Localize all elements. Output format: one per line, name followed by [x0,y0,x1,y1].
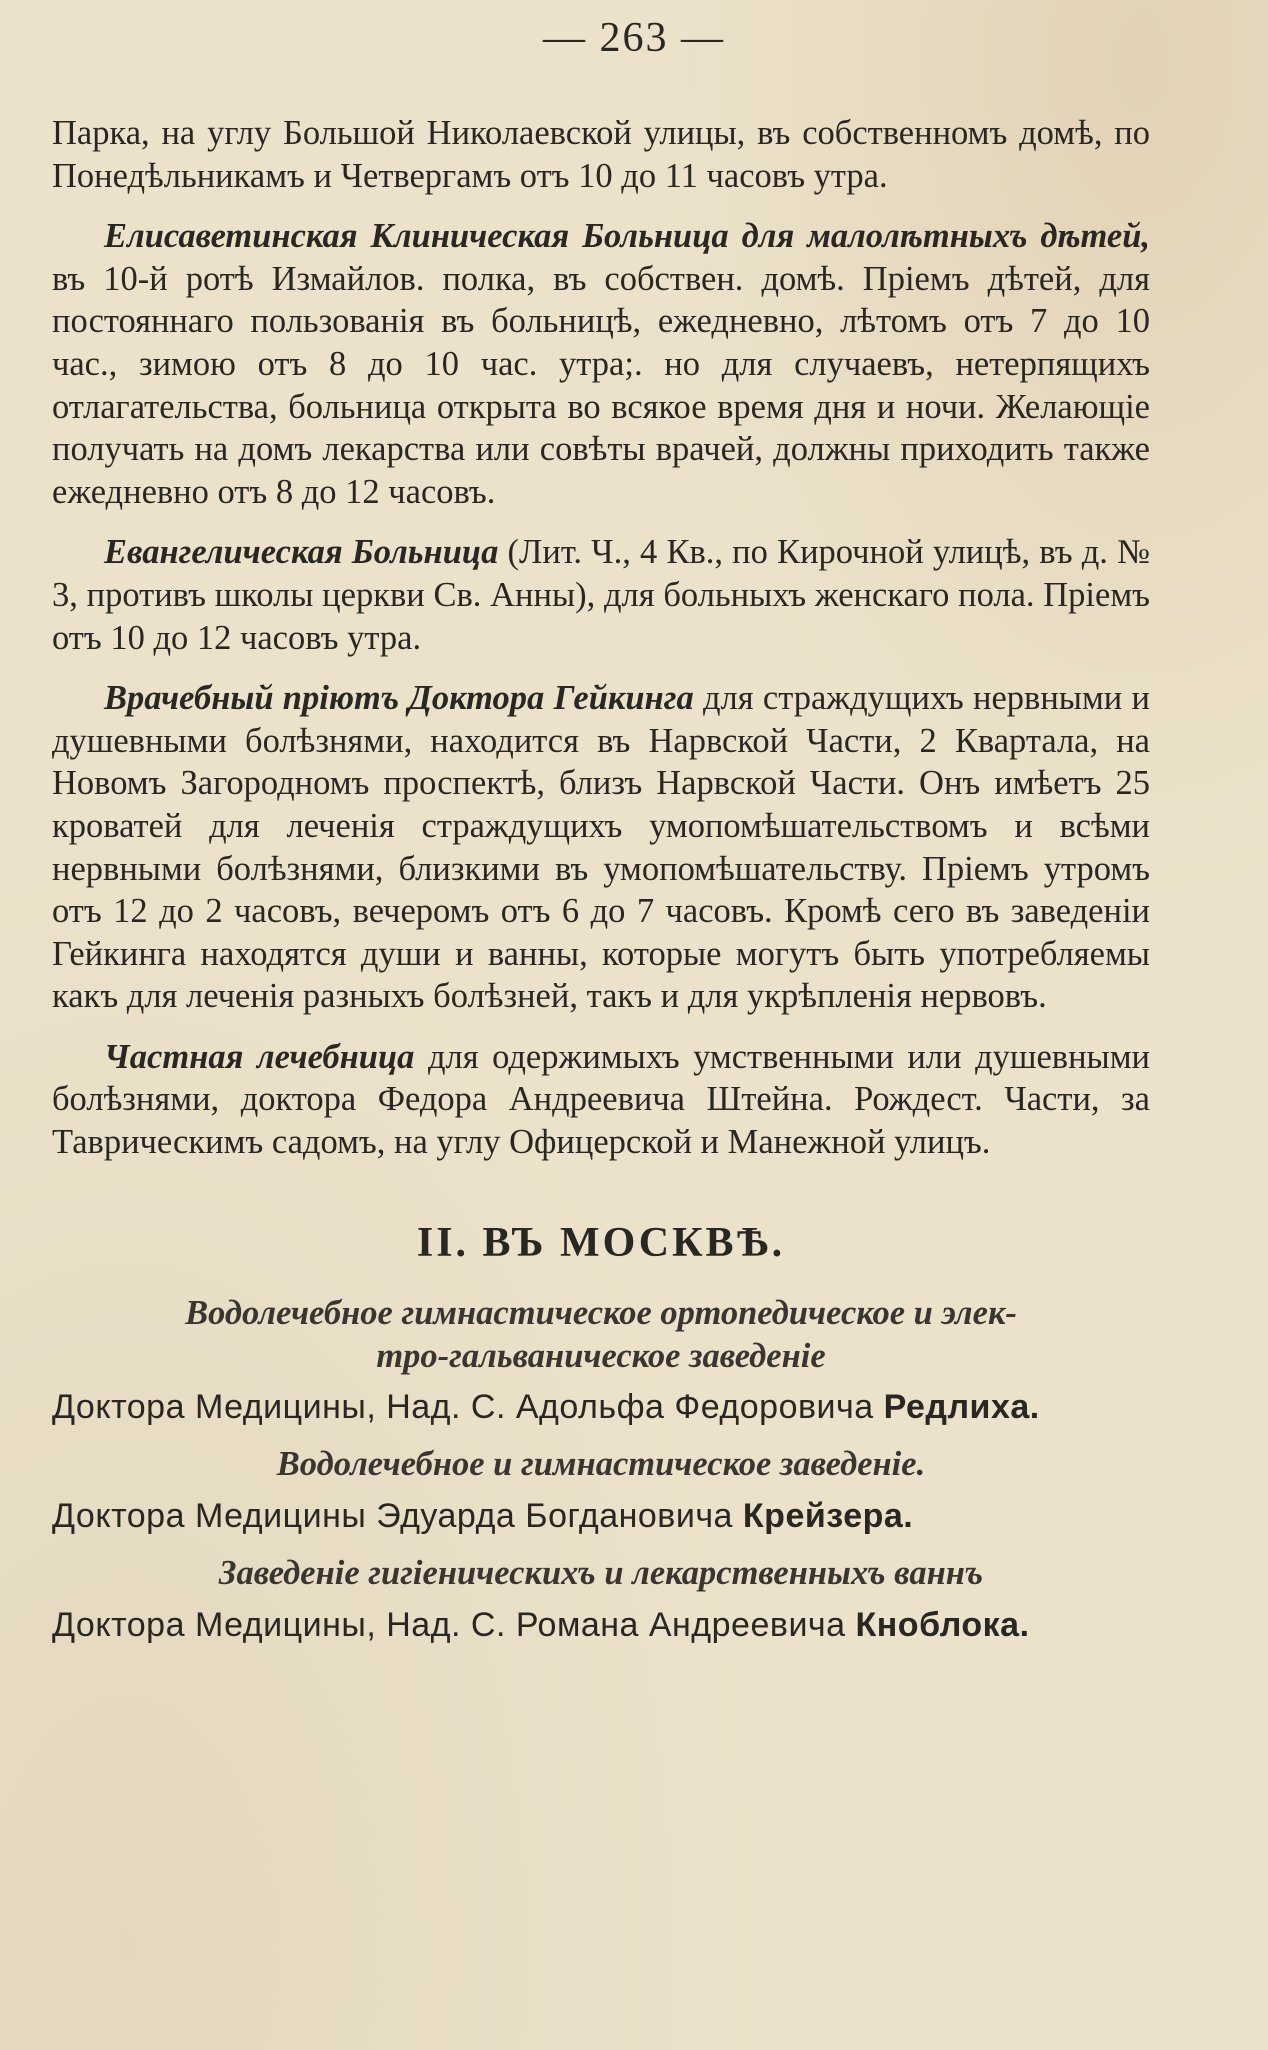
paragraph-geiking [52,677,1150,1018]
doctor-prefix: Доктора Медицины Эдуарда Богдановича [52,1497,743,1536]
moscow-heading-2 [52,1443,1150,1486]
paragraph-title: Врачебный пріютъ Доктора Гейкинга [104,679,694,718]
moscow-doctor-2 [52,1494,1150,1538]
paragraph-text: для одержимыхъ умственными или душевными болѣзнями, доктора Федора Андреевича Штейна. Рождест. Части, за Таврическимъ садомъ, на углу Офицерской и Манежной улицъ. [52,1037,1151,1162]
paragraph-chastnaya [52,1036,1150,1164]
doctor-name: Крейзера. [742,1497,914,1536]
heading-line: тро-гальваническое заведеніе [376,1336,826,1375]
moscow-doctor-3 [52,1603,1150,1647]
doctor-name: Кноблока. [855,1605,1030,1644]
paragraph-elisavetinskaya [52,215,1150,513]
paragraph-evangelicheskaya [52,531,1150,659]
doctor-name: Редлиха. [883,1388,1040,1427]
paragraph-text: для страждущихъ нервными и душевными болѣзнями, находится въ Нарвской Части, 2 Квартала, на Новомъ Загородномъ проспектѣ, близъ Нарвской Части. Онъ имѣетъ 25 кроватей для леченія страждущихъ умопомѣшательствомъ и всѣми нервными болѣзнями, близкими въ умопомѣшательству. Пріемъ утромъ отъ 12 до 2 часовъ, вечеромъ отъ 6 до 7 часовъ. Кромѣ сего въ заведеніи Гейкинга находятся души и ванны, которые могутъ быть употребляемы какъ для леченія разныхъ болѣзней, такъ и для укрѣпленія нервовъ. [52,679,1151,1016]
page-body [52,112,1150,1659]
doctor-prefix: Доктора Медицины, Над. С. Адольфа Федоровича [52,1388,884,1427]
section-title: II. ВЪ МОСКВѢ. [416,1219,786,1266]
paragraph-title: Елисаветинская Клиническая Больница для малолѣтныхъ дѣтей, [104,217,1150,256]
heading-line: Водолечебное гимнастическое ортопедическое и элек- [185,1294,1017,1333]
page-number: — 263 — [543,15,725,61]
paragraph-title: Евангелическая Больница [104,533,499,572]
moscow-heading-3 [52,1552,1150,1595]
moscow-heading-1 [52,1292,1150,1377]
paragraph-title: Частная лечебница [104,1037,415,1076]
paragraph-text: (Лит. Ч., 4 Кв., по Кирочной улицѣ, въ д. № 3, противъ школы церкви Св. Анны), для больныхъ женскаго пола. Пріемъ отъ 10 до 12 часовъ утра. [52,533,1150,657]
paragraph-text: Парка, на углу Большой Николаевской улицы, въ собственномъ домѣ, по Понедѣльникамъ и Четвергамъ отъ 10 до 11 часовъ утра. [52,114,1150,195]
moscow-doctor-1 [52,1385,1150,1429]
paragraph-continuation [52,112,1150,197]
heading-line: Заведеніе гигіеническихъ и лекарственныхъ ваннъ [218,1554,984,1593]
heading-line: Водолечебное и гимнастическое заведеніе. [276,1445,926,1484]
doctor-prefix: Доктора Медицины, Над. С. Романа Андреевича [52,1605,856,1644]
paragraph-text: въ 10-й ротѣ Измайлов. полка, въ собствен. домѣ. Пріемъ дѣтей, для постояннаго пользованія въ больницѣ, ежедневно, лѣтомъ отъ 7 до 10 час., зимою отъ 8 до 10 час. утра;. но для случаевъ, нетерпящихъ отлагательства, больница открыта во всякое время дня и ночи. Желающіе получать на домъ лекарства или совѣты врачей, должны приходить также ежедневно отъ 8 до 12 часовъ. [52,259,1150,511]
